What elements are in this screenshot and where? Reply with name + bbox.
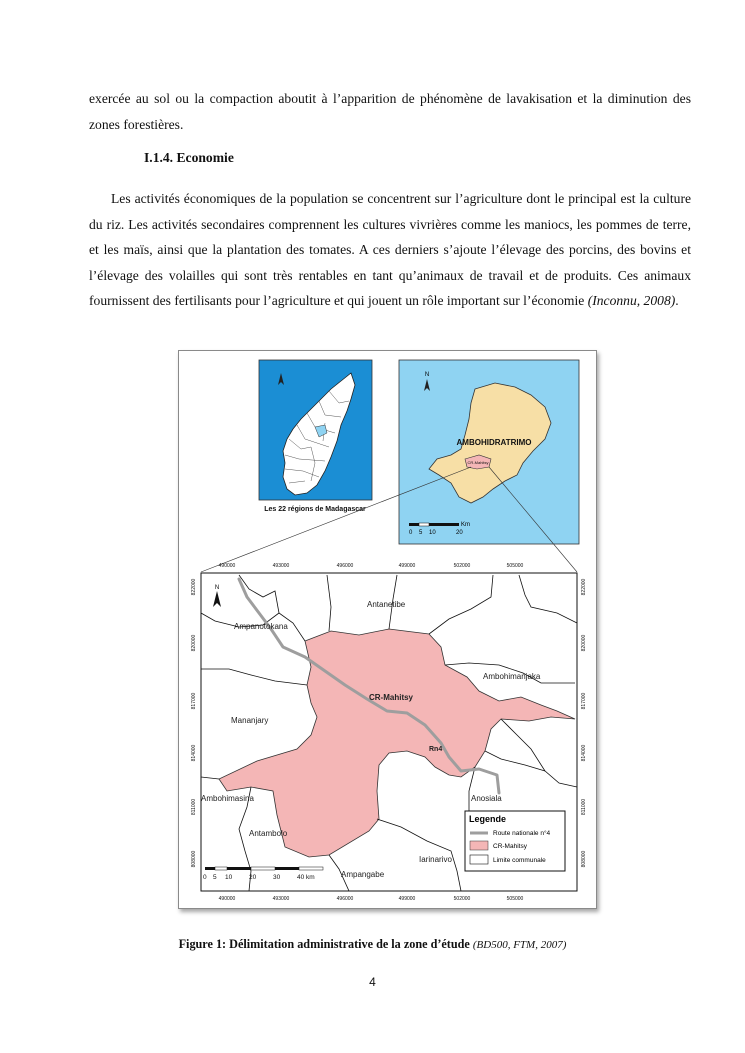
x-tick-bottom: 493000 [272,896,290,902]
x-tick-top: 493000 [272,563,290,569]
x-axis-bottom-ticks [219,896,524,902]
scale-tick: 20 [249,874,257,881]
scale-tick: 5 [213,874,217,881]
inset-scale-5: 5 [419,530,423,536]
x-tick-bottom: 496000 [336,896,354,902]
place-iarinarivo: Iarinarivo [419,855,452,864]
y-tick-right: 822000 [581,578,587,596]
y-tick-left: 820000 [191,634,197,652]
x-tick-top: 505000 [506,563,524,569]
x-tick-top: 499000 [398,563,416,569]
x-tick-bottom: 502000 [453,896,471,902]
y-axis-right-ticks [581,578,587,867]
x-tick-top: 502000 [453,563,471,569]
legend-item-limit: Limite communale [493,857,546,864]
y-tick-right: 808000 [581,850,587,868]
y-tick-right: 817000 [581,692,587,710]
inset-scale-10: 10 [429,530,436,536]
paragraph-economie [89,186,691,314]
madagascar-inset-label: Les 22 régions de Madagascar [264,506,366,513]
scale-tick: 30 [273,874,281,881]
figure-map [178,350,597,909]
legend-item-road: Route nationale n°4 [493,830,551,837]
legend-commune-swatch [470,841,488,850]
inset-scale-20: 20 [456,530,463,536]
y-tick-left: 814000 [191,744,197,762]
section-heading: I.1.4. Economie [144,150,234,165]
y-axis-left-ticks [191,578,197,867]
map-legend [465,811,565,871]
caption-title: Figure 1: Délimitation administrative de la zone d’étude [178,937,470,951]
place-ambohimanjaka: Ambohimanjaka [483,672,541,681]
inset-scale-0: 0 [409,530,413,536]
scale-tick: 10 [225,874,233,881]
place-ambohimasina: Ambohimasina [201,794,254,803]
place-mananjary: Mananjary [231,716,269,725]
place-anosiala: Anosiala [471,794,502,803]
place-rn4: Rn4 [429,746,443,753]
y-tick-left: 817000 [191,692,197,710]
region-label: AMBOHIDRATRIMO [456,438,532,447]
x-tick-top: 490000 [218,563,236,569]
x-tick-top: 496000 [336,563,354,569]
x-tick-bottom: 490000 [218,896,236,902]
y-tick-right: 811000 [581,798,587,816]
x-tick-bottom: 505000 [506,896,524,902]
place-antanetibe: Antanetibe [367,600,406,609]
paragraph-intro: exercée au sol ou la compaction aboutit à l’apparition de phénomène de lavakisation et la diminution des zones forestières. [89,91,691,132]
north-label-main: N [214,585,220,591]
north-label: N [424,372,430,378]
place-ampangabe: Ampangabe [341,870,385,879]
page-number: 4 [369,975,376,989]
legend-title: Legende [469,814,507,824]
y-tick-left: 822000 [191,578,197,596]
inset-scale-unit: Km [461,522,470,528]
caption-source: (BD500, FTM, 2007) [472,939,567,951]
y-tick-right: 820000 [581,634,587,652]
place-antambolo: Antambolo [249,829,288,838]
legend-item-commune: CR-Mahitsy [493,843,527,850]
legend-limit-swatch [470,855,488,864]
scale-tick: 40 km [297,874,315,881]
paragraph-economie-text: Les activités économiques de la population se concentrent sur l’agriculture dont le principal est la culture du riz. Les activités secondaires comprennent les cultures vivrières comme les maniocs, les pommes de terre, et les maïs, ainsi que la plantation des tomates. A ces derniers s’ajoute l’élevage des porcins, des bovins et l’élevage des volailles qui sont très rentables en tant qu’animaux de travail et de produits. Ces animaux fournissent des fertilisants pour l’agriculture et qui jouent un rôle important sur l’économie [89,191,691,308]
figure-caption [0,937,745,952]
x-tick-bottom: 499000 [398,896,416,902]
mahitsy-inset-label: CR-Mahitsy [467,460,489,465]
scale-tick: 0 [203,874,207,881]
x-axis-top-ticks [219,563,524,569]
y-tick-left: 808000 [191,850,197,868]
citation: (Inconnu, 2008) [587,293,676,308]
place-cr-mahitsy: CR-Mahitsy [369,693,414,702]
place-ampanotokana: Ampanotokana [234,622,288,631]
y-tick-right: 814000 [581,744,587,762]
paragraph-end: . [675,293,679,308]
y-tick-left: 811000 [191,798,197,816]
map-svg [179,351,596,908]
